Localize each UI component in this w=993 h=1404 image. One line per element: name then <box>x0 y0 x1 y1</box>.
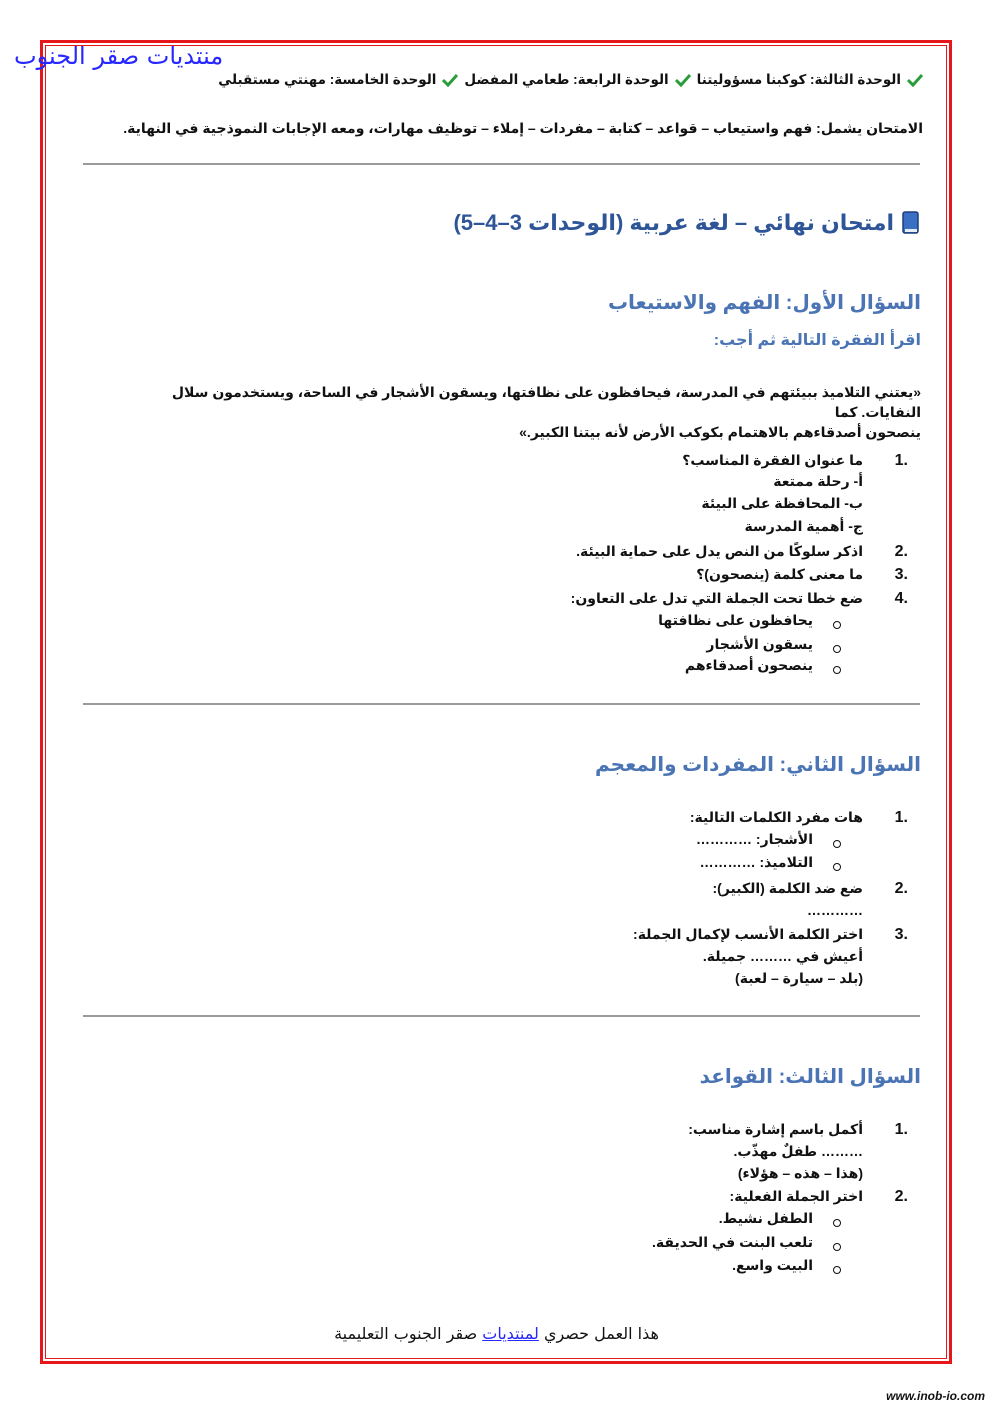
q3-sentence-3: البيت واسع. <box>732 1257 813 1273</box>
item-number: 2. <box>894 543 908 560</box>
q3-item2: اختر الجملة الفعلية: <box>729 1188 863 1204</box>
unit-3-label: الوحدة الثالثة: كوكبنا مسؤوليتنا <box>696 72 901 87</box>
check-icon <box>675 73 691 87</box>
divider <box>83 1015 920 1017</box>
footer-suffix: صقر الجنوب التعليمية <box>334 1324 483 1343</box>
bullet-icon <box>833 863 841 871</box>
divider <box>83 703 920 705</box>
exam-title-text: امتحان نهائي – لغة عربية (الوحدات 3–4–5) <box>453 210 894 235</box>
item-number: 1. <box>894 1121 908 1138</box>
q1-item1: ما عنوان الفقرة المناسب؟ <box>682 452 863 468</box>
check-icon <box>442 73 458 87</box>
divider <box>83 163 920 165</box>
q1-choice-1: يحافظون على نظافتها <box>658 612 813 628</box>
q1-option-a: أ- رحلة ممتعة <box>773 473 863 489</box>
footer-link[interactable]: لمنتديات <box>482 1324 539 1343</box>
bullet-icon <box>833 666 841 674</box>
item-number: 2. <box>894 1188 908 1205</box>
q1-item2: اذكر سلوكًا من النص يدل على حماية البيئة. <box>576 543 863 559</box>
site-url: www.inob-io.com <box>886 1389 985 1403</box>
q1-choice-3: ينصحون أصدقاءهم <box>684 657 813 673</box>
item-number: 2. <box>894 880 908 897</box>
bullet-icon <box>833 1243 841 1251</box>
q2-item3-choices: (بلد – سيارة – لعبة) <box>735 970 863 986</box>
unit-5 <box>218 72 458 88</box>
forum-watermark: منتديات صقر الجنوب <box>14 42 224 70</box>
q2-heading: السؤال الثاني: المفردات والمعجم <box>595 754 921 776</box>
item-number: 3. <box>894 926 908 943</box>
units-list <box>218 72 923 88</box>
q2-item2: ضع ضد الكلمة (الكبير): <box>712 880 863 896</box>
q2-item3-sentence: أعيش في ……… جميلة. <box>702 948 863 964</box>
item-number: 1. <box>894 452 908 469</box>
bullet-icon <box>833 1266 841 1274</box>
q3-item1: أكمل باسم إشارة مناسب: <box>688 1121 863 1137</box>
item-number: 4. <box>894 590 908 607</box>
q2-item3: اختر الكلمة الأنسب لإكمال الجملة: <box>633 926 863 942</box>
q3-sentence-1: الطفل نشيط. <box>718 1210 813 1226</box>
exam-title <box>453 210 920 236</box>
q2-item2-blank: ………… <box>807 902 863 918</box>
q1-item4: ضع خطا تحت الجملة التي تدل على التعاون: <box>570 590 863 606</box>
q2-word-2: التلاميذ: ………… <box>699 854 813 870</box>
bullet-icon <box>833 621 841 629</box>
footer-note <box>0 1324 993 1343</box>
q1-passage-line2: ينصحون أصدقاءهم بالاهتمام بكوكب الأرض لأنه بيتنا الكبير.» <box>519 424 921 440</box>
q1-passage-line1: «يعتني التلاميذ ببيئتهم في المدرسة، فيحافظون على نظافتها، ويسقون الأشجار في الساحة، ويستخدمون سلال النفايات. كما <box>171 384 921 420</box>
q2-word-1: الأشجار: ………… <box>696 831 813 847</box>
item-number: 1. <box>894 809 908 826</box>
book-icon <box>902 211 920 235</box>
q1-option-b: ب- المحافظة على البيئة <box>701 495 863 511</box>
q1-option-c: ج- أهمية المدرسة <box>744 518 863 534</box>
q2-item1: هات مفرد الكلمات التالية: <box>689 809 863 825</box>
q1-heading: السؤال الأول: الفهم والاستيعاب <box>607 292 921 314</box>
q3-item1-sentence: ……… طفلٌ مهذّب. <box>733 1143 863 1159</box>
q3-heading: السؤال الثالث: القواعد <box>699 1066 921 1088</box>
bullet-icon <box>833 840 841 848</box>
unit-5-label: الوحدة الخامسة: مهنتي مستقبلي <box>218 72 437 87</box>
q3-item1-choices: (هذا – هذه – هؤلاء) <box>737 1165 863 1181</box>
unit-4-label: الوحدة الرابعة: طعامي المفضل <box>464 72 669 87</box>
q1-choice-2: يسقون الأشجار <box>706 636 813 652</box>
page-border-inner <box>45 45 947 1359</box>
unit-3 <box>697 72 923 88</box>
item-number: 3. <box>894 566 908 583</box>
bullet-icon <box>833 1219 841 1227</box>
exam-description: الامتحان يشمل: فهم واستيعاب – قواعد – كتابة – مفردات – إملاء – توظيف مهارات، ومعه الإجابات النموذجية في النهاية. <box>123 120 923 136</box>
q1-instruction: اقرأ الفقرة التالية ثم أجب: <box>713 332 921 349</box>
q1-item3: ما معنى كلمة (ينصحون)؟ <box>696 566 863 582</box>
q3-sentence-2: تلعب البنت في الحديقة. <box>652 1234 813 1250</box>
check-icon <box>907 73 923 87</box>
bullet-icon <box>833 645 841 653</box>
q1-passage <box>121 382 921 442</box>
footer-prefix: هذا العمل حصري <box>538 1324 659 1343</box>
unit-4 <box>464 72 690 88</box>
